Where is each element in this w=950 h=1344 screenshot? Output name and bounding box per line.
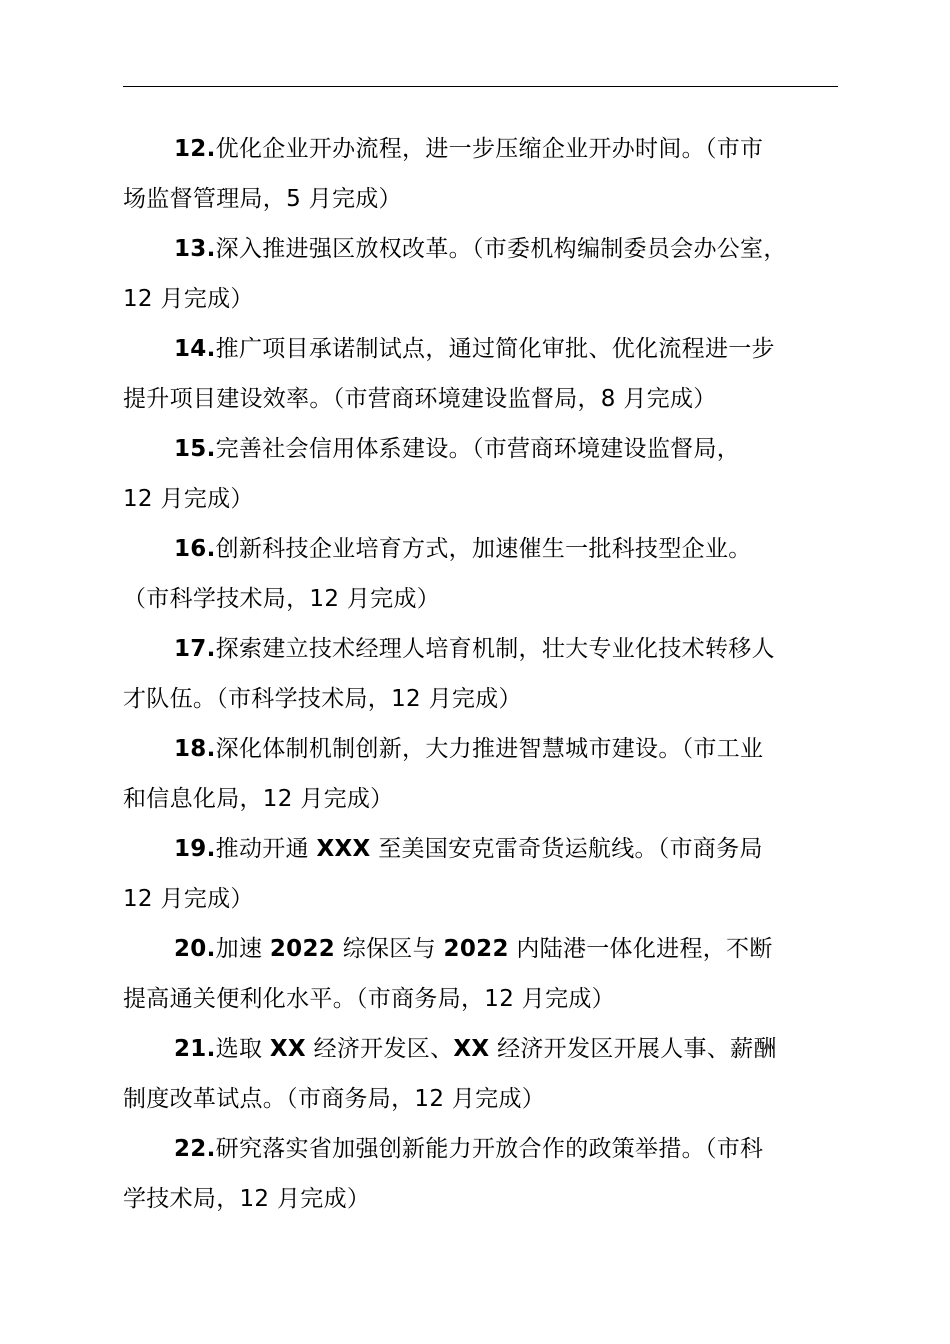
item-number: 18. xyxy=(174,736,216,762)
item-text: 至美国安克雷奇货运航线。（市商务局 xyxy=(370,836,763,862)
item-text: 完善社会信用体系建设。（市营商环境建设监督局， xyxy=(215,436,741,462)
item-text-bold: XXX xyxy=(316,836,371,862)
item-text: 选取 xyxy=(215,1036,270,1062)
list-item-17 xyxy=(123,624,863,724)
list-item-15 xyxy=(123,424,863,524)
item-number: 14. xyxy=(174,336,216,362)
item-text: 加速 xyxy=(215,936,270,962)
item-number: 17. xyxy=(174,636,216,662)
item-text: 内陆港一体化进程，不断 xyxy=(508,936,773,962)
item-text: 探索建立技术经理人培育机制，壮大专业化技术转移人 xyxy=(215,636,775,662)
item-number: 20. xyxy=(174,936,216,962)
item-text: 推广项目承诺制试点，通过简化审批、优化流程进一步 xyxy=(215,336,775,362)
item-text-continued: 和信息化局，12 月完成） xyxy=(123,786,394,812)
list-item-19 xyxy=(123,824,863,924)
header-rule xyxy=(123,86,838,87)
item-text-continued: 12 月完成） xyxy=(123,886,254,912)
item-text: 经济开发区、 xyxy=(305,1036,454,1062)
item-number: 15. xyxy=(174,436,216,462)
item-number: 22. xyxy=(174,1136,216,1162)
item-text-continued: 制度改革试点。（市商务局，12 月完成） xyxy=(123,1086,546,1112)
item-text-continued: 才队伍。（市科学技术局，12 月完成） xyxy=(123,686,522,712)
list-item-20 xyxy=(123,924,863,1024)
item-number: 19. xyxy=(174,836,216,862)
item-text: 深化体制机制创新，大力推进智慧城市建设。（市工业 xyxy=(215,736,764,762)
list-item-14 xyxy=(123,324,863,424)
item-text: 推动开通 xyxy=(215,836,317,862)
item-text-continued: 场监督管理局，5 月完成） xyxy=(123,186,402,212)
item-text-bold: 2022 xyxy=(269,936,336,962)
item-text-bold: 2022 xyxy=(443,936,509,962)
item-number: 16. xyxy=(174,536,216,562)
list-item-16 xyxy=(123,524,863,624)
item-text-continued: （市科学技术局，12 月完成） xyxy=(123,586,441,612)
item-text: 综保区与 xyxy=(335,936,444,962)
item-text-bold: XX xyxy=(269,1036,306,1062)
item-text-continued: 学技术局，12 月完成） xyxy=(123,1186,371,1212)
item-text-bold: XX xyxy=(453,1036,490,1062)
list-item-13 xyxy=(123,224,863,324)
item-text: 创新科技企业培育方式，加速催生一批科技型企业。 xyxy=(215,536,752,562)
list-item-12 xyxy=(123,124,863,224)
list-item-22 xyxy=(123,1124,863,1224)
item-number: 21. xyxy=(174,1036,216,1062)
item-text-continued: 12 月完成） xyxy=(123,286,254,312)
item-text-continued: 提升项目建设效率。（市营商环境建设监督局，8 月完成） xyxy=(123,386,717,412)
item-number: 13. xyxy=(174,236,216,262)
item-text: 深入推进强区放权改革。（市委机构编制委员会办公室， xyxy=(215,236,787,262)
item-text: 优化企业开办流程，进一步压缩企业开办时间。（市市 xyxy=(215,136,764,162)
item-text: 经济开发区开展人事、薪酬 xyxy=(489,1036,777,1062)
item-text-continued: 提高通关便利化水平。（市商务局，12 月完成） xyxy=(123,986,615,1012)
list-item-21 xyxy=(123,1024,863,1124)
item-text: 研究落实省加强创新能力开放合作的政策举措。（市科 xyxy=(215,1136,764,1162)
document-body xyxy=(123,124,863,1224)
list-item-18 xyxy=(123,724,863,824)
item-text-continued: 12 月完成） xyxy=(123,486,254,512)
item-number: 12. xyxy=(174,136,216,162)
